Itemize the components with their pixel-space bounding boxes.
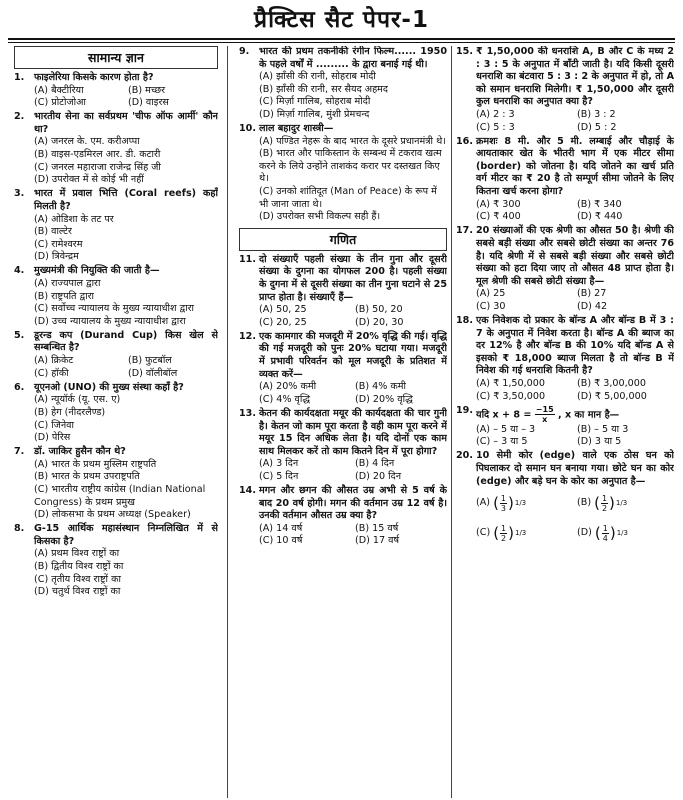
question-number: 17. — [456, 225, 473, 237]
question-text: फाइलेरिया किसके कारण होता है? — [34, 72, 154, 83]
question-number: 14. — [239, 485, 256, 496]
option-c: (C) ₹ 3,50,000 — [476, 390, 546, 402]
question-number: 3. — [14, 188, 25, 200]
option-expression — [493, 524, 526, 543]
question-20 — [456, 450, 674, 548]
option-fraction — [500, 494, 507, 513]
option-d: (D) पेरिस — [34, 432, 71, 444]
fraction-denominator: x — [542, 414, 548, 424]
question-number: 2. — [14, 111, 25, 123]
option-a: (A) 50, 25 — [259, 304, 307, 316]
option-c: (C) मिर्ज़ा गालिब, सोहराब मोदी — [259, 96, 371, 108]
paren-open-glyph: ( — [493, 493, 499, 512]
fraction-denominator: 4 — [602, 533, 608, 543]
option-b: (B) वाल्टेर — [34, 226, 72, 238]
paren-close-glyph: ) — [609, 523, 616, 542]
option-label: (A) — [476, 496, 491, 508]
option-list — [259, 381, 447, 406]
option-b: (B) द्वितीय विश्व राष्ट्रों का — [34, 561, 124, 573]
option-c: (C) 5 दिन — [259, 470, 299, 482]
column-3 — [456, 46, 674, 798]
option-list — [259, 523, 447, 548]
option-a: (A) ₹ 300 — [476, 198, 521, 210]
option-a: (A) 2 : 3 — [476, 108, 515, 120]
option-a: (A) क्रिकेट — [34, 355, 74, 367]
option-b: (B) हेग (नीदरलैण्ड) — [34, 406, 106, 418]
column-1 — [14, 46, 218, 798]
option-c: (C) 30 — [476, 300, 506, 312]
option-b: (B) ₹ 340 — [577, 198, 622, 210]
question-text: डूरन्ड कप (Durand Cup) किस खेल से सम्बन्धित है? — [34, 329, 218, 354]
paren-open-glyph: ( — [594, 523, 601, 542]
option-list — [34, 214, 218, 264]
question-text: 10 सेमी कोर (edge) वाले एक ठोस घन को पिघलाकर दो समान घन बनाया गया। छोटे घन का कोर (edge) और बड़े घन के कोर का अनुपात है— — [476, 450, 674, 487]
question-list — [239, 254, 447, 548]
question-item — [456, 315, 674, 403]
option-b: (B) भारत के प्रथम उपराष्ट्रपति — [34, 471, 140, 483]
question-text: डॉ. जाकिर हुसैन कौन थे? — [34, 446, 126, 458]
column-divider — [227, 46, 228, 798]
question-text: यूएनओ (UNO) की मुख्य संस्था कहाँ है? — [34, 381, 184, 393]
option-b: (B) वाइस-एडमिरल आर. डी. कटारी — [34, 149, 161, 161]
option-list — [34, 85, 218, 110]
option-expression — [493, 494, 526, 513]
question-text: दो संख्याएँ पहली संख्या के तीन गुना और दूसरी संख्या के दुगना का योगफल 200 है। पहली संख्या के दुगना में से दूसरी संख्या का तीन गुना घटाने से 25 प्राप्त होता है। संख्याएँ हैं— — [259, 253, 447, 303]
paren-open-glyph: ( — [594, 493, 600, 512]
question-item — [239, 254, 447, 330]
option-list — [34, 278, 218, 328]
question-list — [456, 46, 674, 403]
option-a: (A) ₹ 1,50,000 — [476, 377, 545, 389]
question-text: एक निवेशक दो प्रकार के बॉन्ड A और बॉन्ड B में 3 : 7 के अनुपात में निवेश करता है। बॉन्ड A की ब्याज का दर 12% है और बॉन्ड B की 10% यदि बॉन्ड A से इसको ₹ 18,000 ब्याज मिलता है तो बॉन्ड B में निवेश की गई धनराशि कितनी है? — [476, 314, 674, 377]
option-a: (A) 25 — [476, 288, 506, 300]
option-c: (C) 10 वर्ष — [259, 535, 303, 547]
option-d: (D) 42 — [577, 300, 608, 312]
question-item — [14, 330, 218, 380]
option-a: (A) पण्डित नेहरू के बाद भारत के दूसरे प्रधानमंत्री थे। — [259, 135, 446, 147]
option-d: (D) ₹ 5,00,000 — [577, 390, 647, 402]
question-19 — [456, 405, 674, 449]
option-b: (B) 3 : 2 — [577, 108, 616, 120]
option-c: (C) 5 : 3 — [476, 121, 515, 133]
option-list — [476, 378, 674, 403]
option-b: (B) फुटबॉल — [128, 355, 172, 367]
column-divider — [451, 46, 452, 798]
option-b: (B) – 5 या 3 — [577, 423, 629, 435]
option-c: (C) उनको शांतिदूत (Man of Peace) के रूप में भी जाना जाता थे। — [259, 186, 437, 210]
option-list — [34, 459, 218, 522]
paren-close-glyph: ) — [508, 493, 514, 512]
option-b — [577, 488, 674, 518]
option-list — [34, 548, 218, 598]
option-d: (D) 20 दिन — [355, 470, 402, 482]
question-text: मगन और छगन की औसत उम्र अभी से 5 वर्ष के बाद 20 वर्ष होगी। मगन की वर्तमान उम्र 12 वर्ष है। उनकी वर्तमान औसत उम्र क्या है? — [259, 485, 447, 522]
option-label: (C) — [476, 526, 491, 538]
question-text: मुख्यमंत्री की नियुक्ति की जाती है— — [34, 265, 160, 277]
question-list — [239, 46, 447, 224]
fraction-denominator: 3 — [500, 503, 507, 513]
question-number: 18. — [456, 314, 473, 326]
option-d: (D) चतुर्थ विश्व राष्ट्रों का — [34, 586, 121, 598]
option-d: (D) 5 : 2 — [577, 121, 617, 133]
question-number: 9. — [239, 46, 250, 57]
exponent: 1/3 — [515, 528, 527, 537]
question-item — [14, 188, 218, 264]
option-a: (A) 20% कमी — [259, 381, 317, 393]
option-list — [476, 109, 674, 134]
option-c: (C) 4% वृद्धि — [259, 393, 310, 405]
question-number: 5. — [14, 329, 25, 341]
question-number: 6. — [14, 381, 25, 393]
option-c: (C) हॉकी — [34, 367, 69, 379]
question-number: 7. — [14, 446, 25, 458]
option-label: (D) — [577, 526, 592, 538]
option-d: (D) त्रिवेन्द्रम — [34, 251, 79, 263]
title-rule — [8, 38, 675, 40]
option-c: (C) 20, 25 — [259, 316, 307, 328]
option-d: (D) वॉलीबॉल — [128, 367, 178, 379]
option-fraction — [602, 524, 609, 543]
option-b: (B) झाँसी की रानी, सर सैयद अहमद — [259, 83, 389, 95]
option-b: (B) 15 वर्ष — [355, 522, 399, 534]
fraction-numerator: 1 — [500, 493, 507, 503]
exponent: 1/3 — [616, 528, 628, 537]
option-c: (C) जनरल महाराजा राजेन्द्र सिंह जी — [34, 161, 161, 173]
option-fraction — [601, 494, 608, 513]
option-a — [476, 488, 573, 518]
question-item — [14, 523, 218, 599]
option-b: (B) 4 दिन — [355, 458, 395, 470]
column-2 — [239, 46, 447, 798]
option-a: (A) भारत के प्रथम मुस्लिम राष्ट्रपति — [34, 458, 157, 470]
option-label: (B) — [577, 496, 592, 508]
option-list — [259, 71, 447, 121]
question-number: 19. — [456, 404, 473, 416]
question-text: एक कामगार की मजदूरी में 20% वृद्धि की गई। वृद्धि की गई मजदूरी को पुनः 20% घटाया गया। मजदूरी में प्रभावी परिवर्तन को मूल मजदूरी के प्रतिशत में व्यक्त करें— — [259, 330, 447, 380]
option-b: (B) 27 — [577, 288, 607, 300]
fraction-numerator: −15 — [535, 404, 554, 414]
option-b: (B) भारत और पाकिस्तान के सम्बन्ध में टकराव खत्म करने के लिये उन्होंने ताशकंद करार पर दस्तखत किए थे। — [259, 148, 442, 185]
title-rule-thin — [8, 42, 675, 43]
exponent: 1/3 — [514, 498, 527, 507]
option-b: (B) 50, 20 — [355, 304, 403, 316]
question-item — [239, 408, 447, 484]
option-d: (D) मिर्ज़ा गालिब, मुंशी प्रेमचन्द — [259, 108, 370, 120]
option-list — [476, 288, 674, 313]
question-item — [239, 485, 447, 548]
option-b: (B) राष्ट्रपति द्वारा — [34, 290, 94, 302]
option-a: (A) 3 दिन — [259, 458, 299, 470]
paren-close-glyph: ) — [609, 493, 615, 512]
section-title-math: गणित — [239, 228, 447, 251]
option-b: (B) 4% कमी — [355, 381, 406, 393]
option-b: (B) ₹ 3,00,000 — [577, 377, 646, 389]
equation-fraction — [535, 405, 555, 424]
question-number: 10. — [239, 123, 256, 135]
option-d: (D) वाइरस — [128, 97, 169, 109]
question-item — [239, 331, 447, 407]
option-c — [476, 518, 573, 548]
question-text: भारतीय सेना का सर्वप्रथम 'चीफ ऑफ आर्मी' कौन था? — [34, 111, 218, 135]
option-list — [259, 136, 447, 224]
question-text: भारत की प्रथम तकनीकी रंगीन फिल्म...... 1950 के पहले वर्षों में ......... के द्वारा बनाई गई थी। — [259, 46, 447, 70]
option-a: (A) न्यूयॉर्क (यू. एस. ए) — [34, 394, 121, 406]
option-d: (D) 20, 30 — [355, 316, 404, 328]
option-c: (C) तृतीय विश्व राष्ट्रों का — [34, 573, 121, 585]
question-text: भारत में प्रवाल भित्ति (Coral reefs) कहाँ मिलती है? — [34, 188, 218, 212]
option-c: (C) ₹ 400 — [476, 211, 521, 223]
option-expression — [595, 524, 628, 543]
option-d: (D) 17 वर्ष — [355, 535, 400, 547]
option-c: (C) सर्वोच्च न्यायालय के मुख्य न्यायाधीश द्वारा — [34, 303, 195, 315]
option-d: (D) लोकसभा के प्रथम अध्यक्ष (Speaker) — [34, 509, 191, 521]
option-a: (A) प्रथम विश्व राष्ट्रों का — [34, 548, 120, 560]
question-item — [14, 265, 218, 328]
question-item — [14, 72, 218, 110]
option-c: (C) जिनेवा — [34, 419, 74, 431]
option-list — [34, 136, 218, 186]
option-c: (C) भारतीय राष्ट्रीय कांग्रेस (Indian National Congress) के प्रथम प्रमुख — [34, 484, 206, 508]
question-number: 15. — [456, 46, 473, 57]
option-a: (A) जनरल के. एम. करीअप्पा — [34, 136, 140, 148]
option-a: (A) झाँसी की रानी, सोहराब मोदी — [259, 71, 376, 83]
question-number: 11. — [239, 253, 256, 265]
question-item — [456, 225, 674, 313]
question-text: केतन की कार्यदक्षता मयूर की कार्यदक्षता की चार गुनी है। केतन जो काम पूरा करता है वही काम पूरा करने में मयूर 15 दिन अधिक लेता है। यदि दोनों एक काम साथ मिलकर करें तो काम कितने दिन में पूरा होगा? — [259, 407, 447, 457]
question-number: 1. — [14, 72, 25, 83]
option-fraction — [500, 524, 507, 543]
fraction-numerator: 1 — [601, 493, 608, 503]
option-b: (B) मच्छर — [128, 84, 166, 96]
option-list — [34, 355, 218, 380]
question-number: 13. — [239, 407, 256, 419]
question-item — [239, 46, 447, 122]
option-d: (D) 3 या 5 — [577, 436, 622, 448]
question-text — [476, 405, 674, 424]
option-d: (D) उपरोक्त सभी विकल्प सही हैं। — [259, 211, 381, 223]
option-d: (D) उपरोक्त में से कोई भी नहीं — [34, 174, 144, 186]
option-d: (D) 20% वृद्धि — [355, 393, 413, 405]
question-list — [14, 72, 218, 599]
option-expression — [594, 494, 627, 513]
option-a: (A) – 5 या – 3 — [476, 423, 536, 435]
question-text: लाल बहादुर शास्त्री— — [259, 123, 334, 135]
option-d: (D) उच्च न्यायालय के मुख्य न्यायाधीश द्वारा — [34, 315, 186, 327]
option-d — [577, 518, 674, 548]
option-a: (A) बैक्टीरिया — [34, 84, 84, 96]
option-a: (A) ओडिशा के तट पर — [34, 213, 114, 225]
option-a: (A) 14 वर्ष — [259, 522, 303, 534]
option-a: (A) राज्यपाल द्वारा — [34, 278, 101, 289]
question-number: 16. — [456, 135, 473, 147]
fraction-numerator: 1 — [602, 523, 608, 533]
paren-open-glyph: ( — [493, 523, 500, 542]
exponent: 1/3 — [615, 498, 628, 507]
question-number: 12. — [239, 330, 256, 342]
option-list — [476, 199, 674, 224]
option-list — [259, 458, 447, 483]
paren-close-glyph: ) — [508, 523, 514, 542]
question-text: G-15 आर्थिक महासंस्थान निम्नलिखित में से किसका है? — [34, 523, 218, 547]
fraction-denominator: 2 — [501, 533, 507, 543]
section-title-gk: सामान्य ज्ञान — [14, 46, 218, 69]
question-item — [456, 46, 674, 134]
question-number: 8. — [14, 523, 25, 535]
option-c: (C) – 3 या 5 — [476, 436, 528, 448]
question-item — [14, 111, 218, 187]
question-item — [239, 123, 447, 224]
question-item — [14, 446, 218, 522]
question-number: 4. — [14, 265, 25, 277]
question-text: 20 संख्याओं की एक श्रेणी का औसत 50 है। श्रेणी की सबसे बड़ी संख्या और सबसे छोटी संख्या का अन्तर 76 है। यदि श्रेणी में से सबसे बड़ी संख्या और सबसे छोटी संख्या को हटा दिया जाए तो औसत 48 प्राप्त होता है। मूल श्रेणी की सबसे छोटी संख्या है— — [476, 225, 674, 287]
question-item — [14, 382, 218, 445]
option-d: (D) ₹ 440 — [577, 211, 623, 223]
equation-right: , x का मान है— — [557, 409, 620, 421]
question-item — [456, 136, 674, 224]
question-text: ₹ 1,50,000 की धनराशि A, B और C के मध्य 2 : 3 : 5 के अनुपात में बाँटी जाती है। यदि किसी दूसरी धनराशि का बंटवारा 5 : 3 : 2 के अनुपात में हो, तो A को समान धनराशि मिलेगी। ₹ 1,50,000 और दूसरी कुल धनराशि का अनुपात क्या है? — [476, 46, 674, 108]
fraction-numerator: 1 — [501, 523, 507, 533]
option-c: (C) रामेश्वरम — [34, 238, 83, 250]
equation-left: यदि x + 8 = — [476, 409, 532, 421]
option-c: (C) प्रोटोजोआ — [34, 97, 86, 109]
option-list — [34, 394, 218, 444]
question-text: क्रमशः 8 मी. और 5 मी. लम्बाई और चौड़ाई के आयताकार खेत के भीतरी भाग में एक मीटर सीमा (border) को जोतना है। यदि जोतने का खर्च प्रति वर्ग मीटर का ₹ 20 है तो सम्पूर्ण सीमा जोतने के लिए कितना खर्च करना होगा? — [476, 135, 674, 198]
option-list — [259, 304, 447, 329]
page-title: प्रैक्टिस सैट पेपर-1 — [254, 7, 429, 33]
question-number: 20. — [456, 450, 473, 462]
fraction-denominator: 2 — [601, 503, 608, 513]
